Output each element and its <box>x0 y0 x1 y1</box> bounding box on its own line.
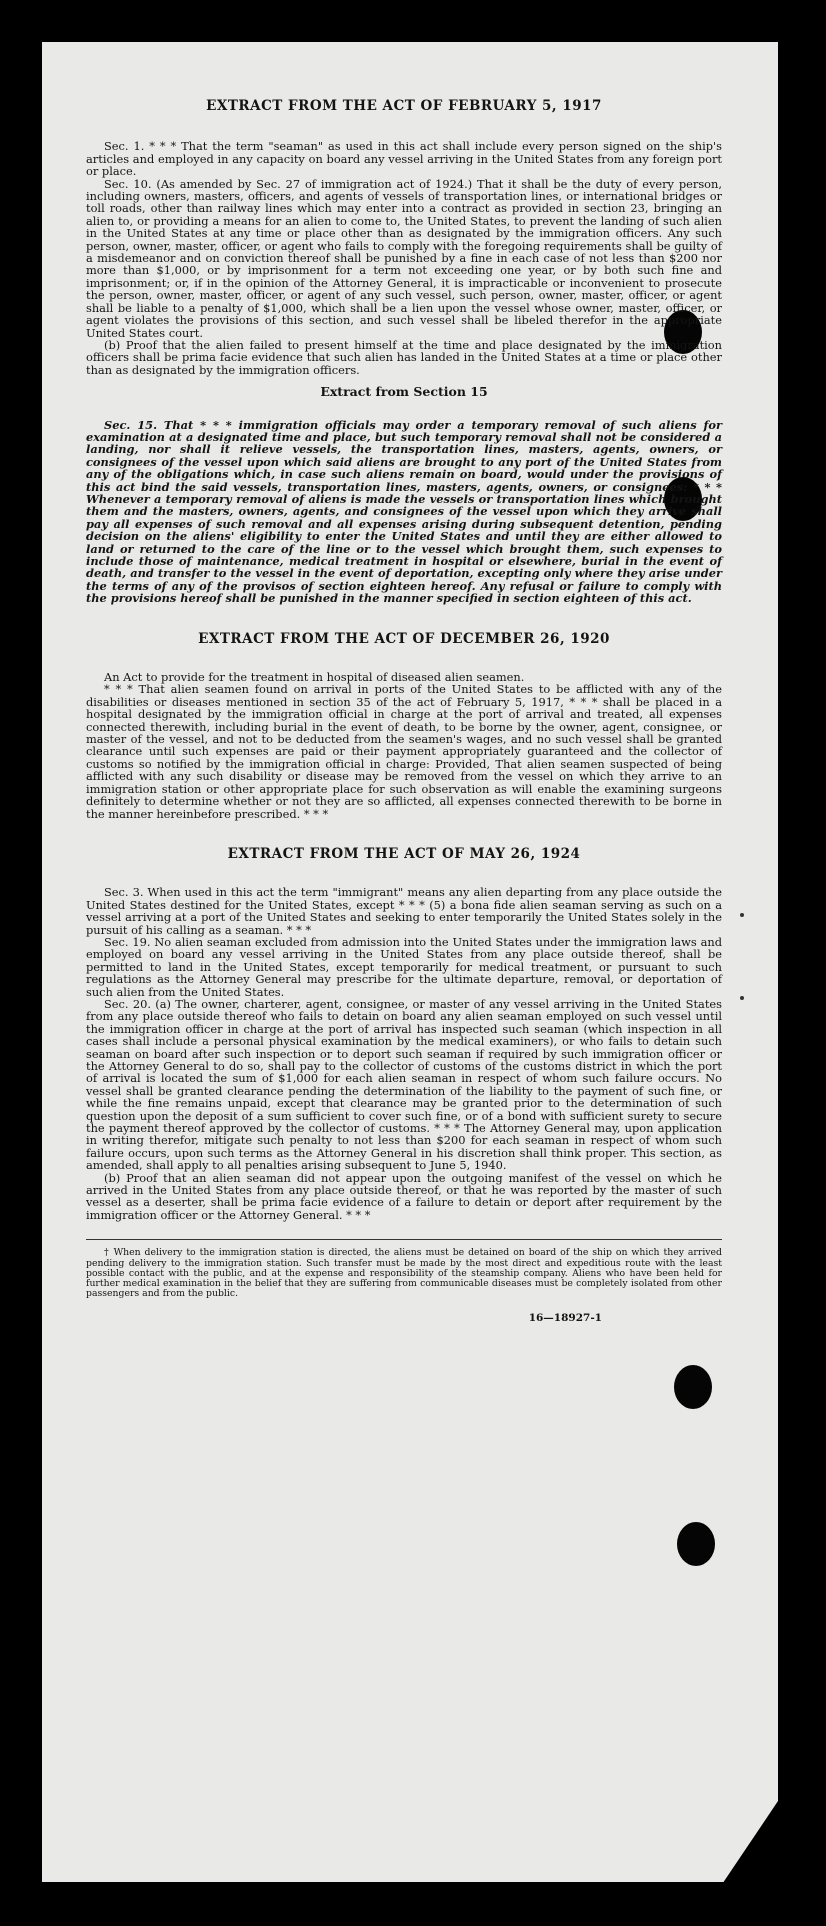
punch-hole <box>677 1522 715 1566</box>
footnote-divider <box>86 1239 722 1240</box>
paragraph-proof-1924: (b) Proof that an alien seaman did not appear upon the outgoing manifest of the vessel on which he arrived in the United States from any place outside thereof, or that he was reported by the master of such vessel as a deserter, shall be prima facie evidence of a failure to detain or deport after requirement by the immigration officer or the Attorney General. * * * <box>86 1170 722 1222</box>
heading-act-1924: EXTRACT FROM THE ACT OF MAY 26, 1924 <box>227 845 581 862</box>
speck-mark <box>740 913 744 917</box>
heading-act-1917: EXTRACT FROM THE ACT OF FEBRUARY 5, 1917 <box>206 98 602 114</box>
paragraph-sec1-1917: Sec. 1. * * * That the term "seaman" as used in this act shall include every person signed on the ship's articles and employed in any capacity on board any vessel arriving in the United States from any foreign port or place. <box>86 139 722 179</box>
paragraph-act-1920-title: An Act to provide for the treatment in hospital of diseased alien seamen. <box>104 670 525 685</box>
paragraph-sec3-1924: Sec. 3. When used in this act the term "immigrant" means any alien departing from any place outside the United States destined for the United States, except * * * (5) a bona fide alien seaman serving as such on a vessel arriving at a port of the United States and seeking to enter temporarily the United States solely in the pursuit of his calling as a seaman. * * * <box>86 885 722 937</box>
heading-act-1920: EXTRACT FROM THE ACT OF DECEMBER 26, 1920 <box>198 630 610 647</box>
paragraph-sec15: Sec. 15. That * * * immigration officials may order a temporary removal of such aliens for examination at a designated time and place, but such temporary removal shall not be considered a landing, nor shall it relieve vessels, the transportation lines, masters, agents, owners, or consignees of the vessel upon which said aliens are brought to any port of the United States from any of the obligations which, in case such aliens remain on board, would under the provisions of this act bind the said vessels, transportation lines, masters, agents, owners, or consignees: * * * Whenever a temporary removal of aliens is made the vessels or transportation lines which brought them and the masters, owners, agents, and consignees of the vessel upon which they arrive shall pay all expenses of such removal and all expenses arising during subsequent detention, pending decision on the aliens' eligibility to enter the United States and until they are either allowed to land or returned to the care of the line or to the vessel which brought them, such expenses to include those of maintenance, medical treatment in hospital or elsewhere, burial in the event of death, and transfer to the vessel in the event of deportation, excepting only where they arise under the terms of any of the provisos of section eighteen hereof. Any refusal or failure to comply with the provisions hereof shall be punished in the manner specified in section eighteen of this act. <box>86 417 722 606</box>
heading-section-15: Extract from Section 15 <box>320 384 488 400</box>
paragraph-sec19-1924: Sec. 19. No alien seaman excluded from admission into the United States under the immigration laws and employed on board any vessel arriving in the United States from any place outside thereof, shall be permitted to land in the United States, except temporarily for medical treatment, or pursuant to such regulations as the Attorney General may prescribe for the ultimate departure, removal, or deportation of such alien from the United States. <box>86 934 722 999</box>
document-text <box>86 100 722 1324</box>
footnote: † When delivery to the immigration station is directed, the aliens must be detained on board of the ship on which they arrived pending delivery to the immigration station. Such transfer must be made by the most direct and expeditious route with the least possible contact with the public, and at the expense and responsibility of the steamship company. Aliens who have been held for further medical examination in the belief that they are suffering from communicable diseases must be completely isolated from other passengers and from the public. <box>86 1247 722 1300</box>
paragraph-proof-1917: (b) Proof that the alien failed to present himself at the time and place designated by the immigration officers shall be prima facie evidence that such alien has landed in the United States at a time or place other than as designated by the immigration officers. <box>86 337 722 377</box>
document-number: 16—18927-1 <box>528 1311 602 1324</box>
paragraph-sec10-1917: Sec. 10. (As amended by Sec. 27 of immigration act of 1924.) That it shall be the duty of every person, including owners, masters, officers, and agents of vessels of transportation lines, or international bridges or toll roads, other than railway lines which may enter into a contract as provided in section 23, bringing an alien to, or providing a means for an alien to come to, the United States, to prevent the landing of such alien in the United States at any time or place other than as designated by the immigration officers. Any such person, owner, master, officer, or agent who fails to comply with the foregoing requirements shall be guilty of a misdemeanor and on conviction thereof shall be punished by a fine in each case of not less than $200 nor more than $1,000, or by imprisonment for a term not exceeding one year, or by both such fine and imprisonment; or, if in the opinion of the Attorney General, it is impracticable or inconvenient to prosecute the person, owner, master, officer, or agent of any such vessel, such person, owner, master, officer, or agent shall be liable to a penalty of $1,000, which shall be a lien upon the vessel whose owner, master, officer, or agent violates the provisions of this section, and such vessel shall be libeled therefor in the appropriate United States court. <box>86 176 722 340</box>
paragraph-act-1920-body: * * * That alien seamen found on arrival in ports of the United States to be afflicted with any of the disabilities or diseases mentioned in section 35 of the act of February 5, 1917, * * * shall be placed in a hospital designated by the immigration official in charge at the port of arrival and treated, all expenses connected therewith, including burial in the event of death, to be borne by the owner, agent, consignee, or master of the vessel, and not to be deducted from the seamen's wages, and no such vessel shall be granted clearance until such expenses are paid or their payment appropriately guaranteed and the collector of customs so notified by the immigration official in charge: Provided, That alien seamen suspected of being afflicted with any such disability or disease may be removed from the vessel on which they arrive to an immigration station or other appropriate place for such observation as will enable the examining surgeons definitely to determine whether or not they are so afflicted, all expenses connected therewith to be borne in the manner hereinbefore prescribed. * * * <box>86 682 722 821</box>
paragraph-sec20-1924: Sec. 20. (a) The owner, charterer, agent, consignee, or master of any vessel arriving in the United States from any place outside thereof who fails to detain on board any alien seaman employed on such vessel until the immigration officer in charge at the port of arrival has inspected such seaman (which inspection in all cases shall include a personal physical examination by the medical examiners), or who fails to detain such seaman on board after such inspection or to deport such seaman if required by such immigration officer or the Attorney General to do so, shall pay to the collector of customs of the customs district in which the port of arrival is located the sum of $1,000 for each alien seaman in respect of whom such failure occurs. No vessel shall be granted clearance pending the determination of the liability to the payment of such fine, or while the fine remains unpaid, except that clearance may be granted prior to the determination of such question upon the deposit of a sum sufficient to cover such fine, or of a bond with sufficient surety to secure the payment thereof approved by the collector of customs. * * * The Attorney General may, upon application in writing therefor, mitigate such penalty to not less than $200 for each seaman in respect of whom such failure occurs, upon such terms as the Attorney General in his discretion shall think proper. This section, as amended, shall apply to all penalties arising subsequent to June 5, 1940. <box>86 996 722 1173</box>
punch-hole <box>674 1365 712 1409</box>
speck-mark <box>740 996 744 1000</box>
